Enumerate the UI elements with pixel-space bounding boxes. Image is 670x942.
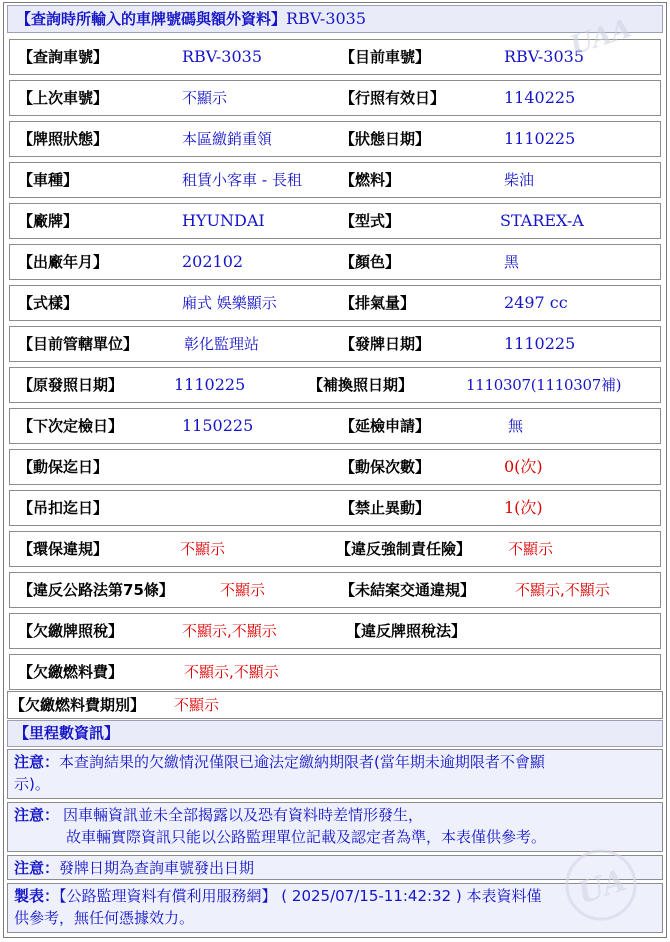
note-3-text: 發牌日期為查詢車號發出日期 bbox=[59, 859, 255, 877]
value-original-license-date: 1110225 bbox=[174, 375, 246, 394]
value-previous-plate: 不顯示 bbox=[182, 89, 228, 107]
value-issue-date: 1110225 bbox=[504, 334, 576, 353]
row-next-inspection bbox=[9, 408, 661, 444]
label-environmental-violation: 【環保違規】 bbox=[18, 540, 109, 558]
value-transfer-prohibited: 1(次) bbox=[504, 498, 543, 517]
row-jurisdiction bbox=[9, 326, 661, 362]
value-highway-law-violation: 不顯示 bbox=[220, 581, 266, 599]
note-3-label: 注意： bbox=[14, 859, 60, 877]
label-displacement: 【排氣量】 bbox=[340, 294, 416, 312]
row-chattel-mortgage bbox=[9, 449, 661, 485]
value-replacement-date: 1110307(1110307補) bbox=[466, 376, 622, 394]
row-fuel-fee-period bbox=[7, 691, 663, 719]
value-vehicle-type: 租賃小客車 - 長租 bbox=[182, 171, 302, 189]
value-status-date: 1110225 bbox=[504, 129, 576, 148]
value-model: STAREX-A bbox=[500, 211, 584, 230]
note-unpaid-scope bbox=[7, 749, 663, 799]
row-previous-plate bbox=[9, 80, 661, 116]
label-license-valid-date: 【行照有效日】 bbox=[340, 89, 446, 107]
row-environmental bbox=[9, 531, 661, 567]
label-replacement-date: 【補換照日期】 bbox=[308, 376, 414, 394]
note-2-text: 因車輛資訊並未全部揭露以及恐有資料時差情形發生， bbox=[63, 806, 424, 824]
label-unpaid-fuel-fee-period: 【欠繳燃料費期別】 bbox=[10, 696, 146, 714]
value-license-valid-date: 1140225 bbox=[504, 88, 576, 107]
label-original-license-date: 【原發照日期】 bbox=[18, 376, 124, 394]
label-manufacture-date: 【出廠年月】 bbox=[18, 253, 109, 271]
row-license-tax bbox=[9, 613, 661, 649]
value-next-inspection: 1150225 bbox=[182, 416, 254, 435]
row-manufacture-date bbox=[9, 244, 661, 280]
row-suspension bbox=[9, 490, 661, 526]
value-body-style: 廂式 娛樂顯示 bbox=[182, 294, 277, 312]
row-body-style bbox=[9, 285, 661, 321]
label-suspension-end: 【吊扣迄日】 bbox=[18, 499, 109, 517]
label-unpaid-fuel-fee: 【欠繳燃料費】 bbox=[18, 663, 124, 681]
query-header bbox=[7, 5, 663, 33]
value-chattel-mortgage-count: 0(次) bbox=[504, 457, 543, 476]
value-displacement: 2497 cc bbox=[504, 293, 568, 312]
label-transfer-prohibited: 【禁止異動】 bbox=[340, 499, 431, 517]
label-next-inspection: 【下次定檢日】 bbox=[18, 417, 124, 435]
row-vehicle-type bbox=[9, 162, 661, 198]
query-plate: RBV-3035 bbox=[286, 9, 367, 28]
label-body-style: 【式樣】 bbox=[18, 294, 79, 312]
value-unpaid-fuel-fee: 不顯示,不顯示 bbox=[184, 663, 279, 681]
footer-source: 【公路監理資料有償利用服務網】 ( 2025/07/15-11:42:32 ) 本表資料僅 bbox=[59, 887, 542, 905]
label-query-plate: 【查詢車號】 bbox=[18, 48, 109, 66]
row-highway-law bbox=[9, 572, 661, 608]
note-2-label: 注意： bbox=[14, 806, 60, 824]
label-insurance-violation: 【違反強制責任險】 bbox=[336, 540, 472, 558]
value-query-plate: RBV-3035 bbox=[182, 47, 263, 66]
label-color: 【顏色】 bbox=[340, 253, 401, 271]
label-status-date: 【狀態日期】 bbox=[340, 130, 431, 148]
vehicle-info-sheet bbox=[3, 2, 667, 938]
label-chattel-mortgage-end: 【動保迄日】 bbox=[18, 458, 109, 476]
svg-text:UAA: UAA bbox=[566, 13, 636, 62]
label-model: 【型式】 bbox=[340, 212, 401, 230]
value-jurisdiction: 彰化監理站 bbox=[184, 335, 260, 353]
value-environmental-violation: 不顯示 bbox=[180, 540, 226, 558]
value-current-plate: RBV-3035 bbox=[504, 47, 585, 66]
note-1-label: 注意： bbox=[14, 753, 60, 771]
note-data-disclaimer bbox=[7, 802, 663, 852]
label-unpaid-license-tax: 【欠繳牌照稅】 bbox=[18, 622, 124, 640]
note-2-text-cont: 故車輛實際資訊只能以公路監理單位記載及認定者為準，本表僅供參考。 bbox=[66, 828, 547, 846]
value-manufacture-date: 202102 bbox=[182, 252, 244, 271]
label-license-tax-violation: 【違反牌照稅法】 bbox=[346, 622, 467, 640]
report-footer bbox=[7, 883, 663, 933]
label-vehicle-type: 【車種】 bbox=[18, 171, 79, 189]
query-title bbox=[16, 8, 366, 30]
value-unsettled-violations: 不顯示,不顯示 bbox=[515, 581, 610, 599]
row-original-license-date bbox=[9, 367, 661, 403]
footer-label: 製表： bbox=[14, 887, 60, 905]
value-inspection-extension: 無 bbox=[508, 417, 524, 435]
footer-source-cont: 供參考，無任何憑據效力。 bbox=[14, 909, 195, 927]
row-fuel-fee bbox=[9, 654, 661, 690]
label-highway-law-violation: 【違反公路法第75條】 bbox=[18, 581, 174, 599]
label-inspection-extension: 【延檢申請】 bbox=[340, 417, 431, 435]
label-previous-plate: 【上次車號】 bbox=[18, 89, 109, 107]
label-plate-status: 【牌照狀態】 bbox=[18, 130, 109, 148]
label-unsettled-violations: 【未結案交通違規】 bbox=[340, 581, 476, 599]
row-brand bbox=[9, 203, 661, 239]
label-jurisdiction: 【目前管轄單位】 bbox=[18, 335, 139, 353]
row-query-plate bbox=[9, 39, 661, 75]
value-plate-status: 本區繳銷重領 bbox=[182, 130, 273, 148]
label-chattel-mortgage-count: 【動保次數】 bbox=[340, 458, 431, 476]
value-fuel: 柴油 bbox=[504, 171, 535, 189]
svg-text:UA: UA bbox=[573, 863, 631, 912]
note-1-text: 本查詢結果的欠繳情況僅限已逾法定繳納期限者(當年期未逾期限者不會顯 bbox=[59, 753, 545, 771]
value-color: 黑 bbox=[504, 253, 520, 271]
row-plate-status bbox=[9, 121, 661, 157]
query-title-prefix: 【查詢時所輸入的車牌號碼與額外資料】 bbox=[16, 10, 287, 28]
value-brand: HYUNDAI bbox=[182, 211, 265, 230]
label-issue-date: 【發牌日期】 bbox=[340, 335, 431, 353]
label-fuel: 【燃料】 bbox=[340, 171, 401, 189]
value-unpaid-license-tax: 不顯示,不顯示 bbox=[182, 622, 277, 640]
note-issue-date bbox=[7, 855, 663, 880]
label-brand: 【廠牌】 bbox=[18, 212, 79, 230]
mileage-title: 【里程數資訊】 bbox=[14, 724, 120, 742]
label-current-plate: 【目前車號】 bbox=[340, 48, 431, 66]
value-unpaid-fuel-fee-period: 不顯示 bbox=[174, 696, 220, 714]
value-insurance-violation: 不顯示 bbox=[508, 540, 554, 558]
mileage-header bbox=[7, 720, 663, 747]
note-1-text-cont: 示)。 bbox=[14, 775, 50, 793]
